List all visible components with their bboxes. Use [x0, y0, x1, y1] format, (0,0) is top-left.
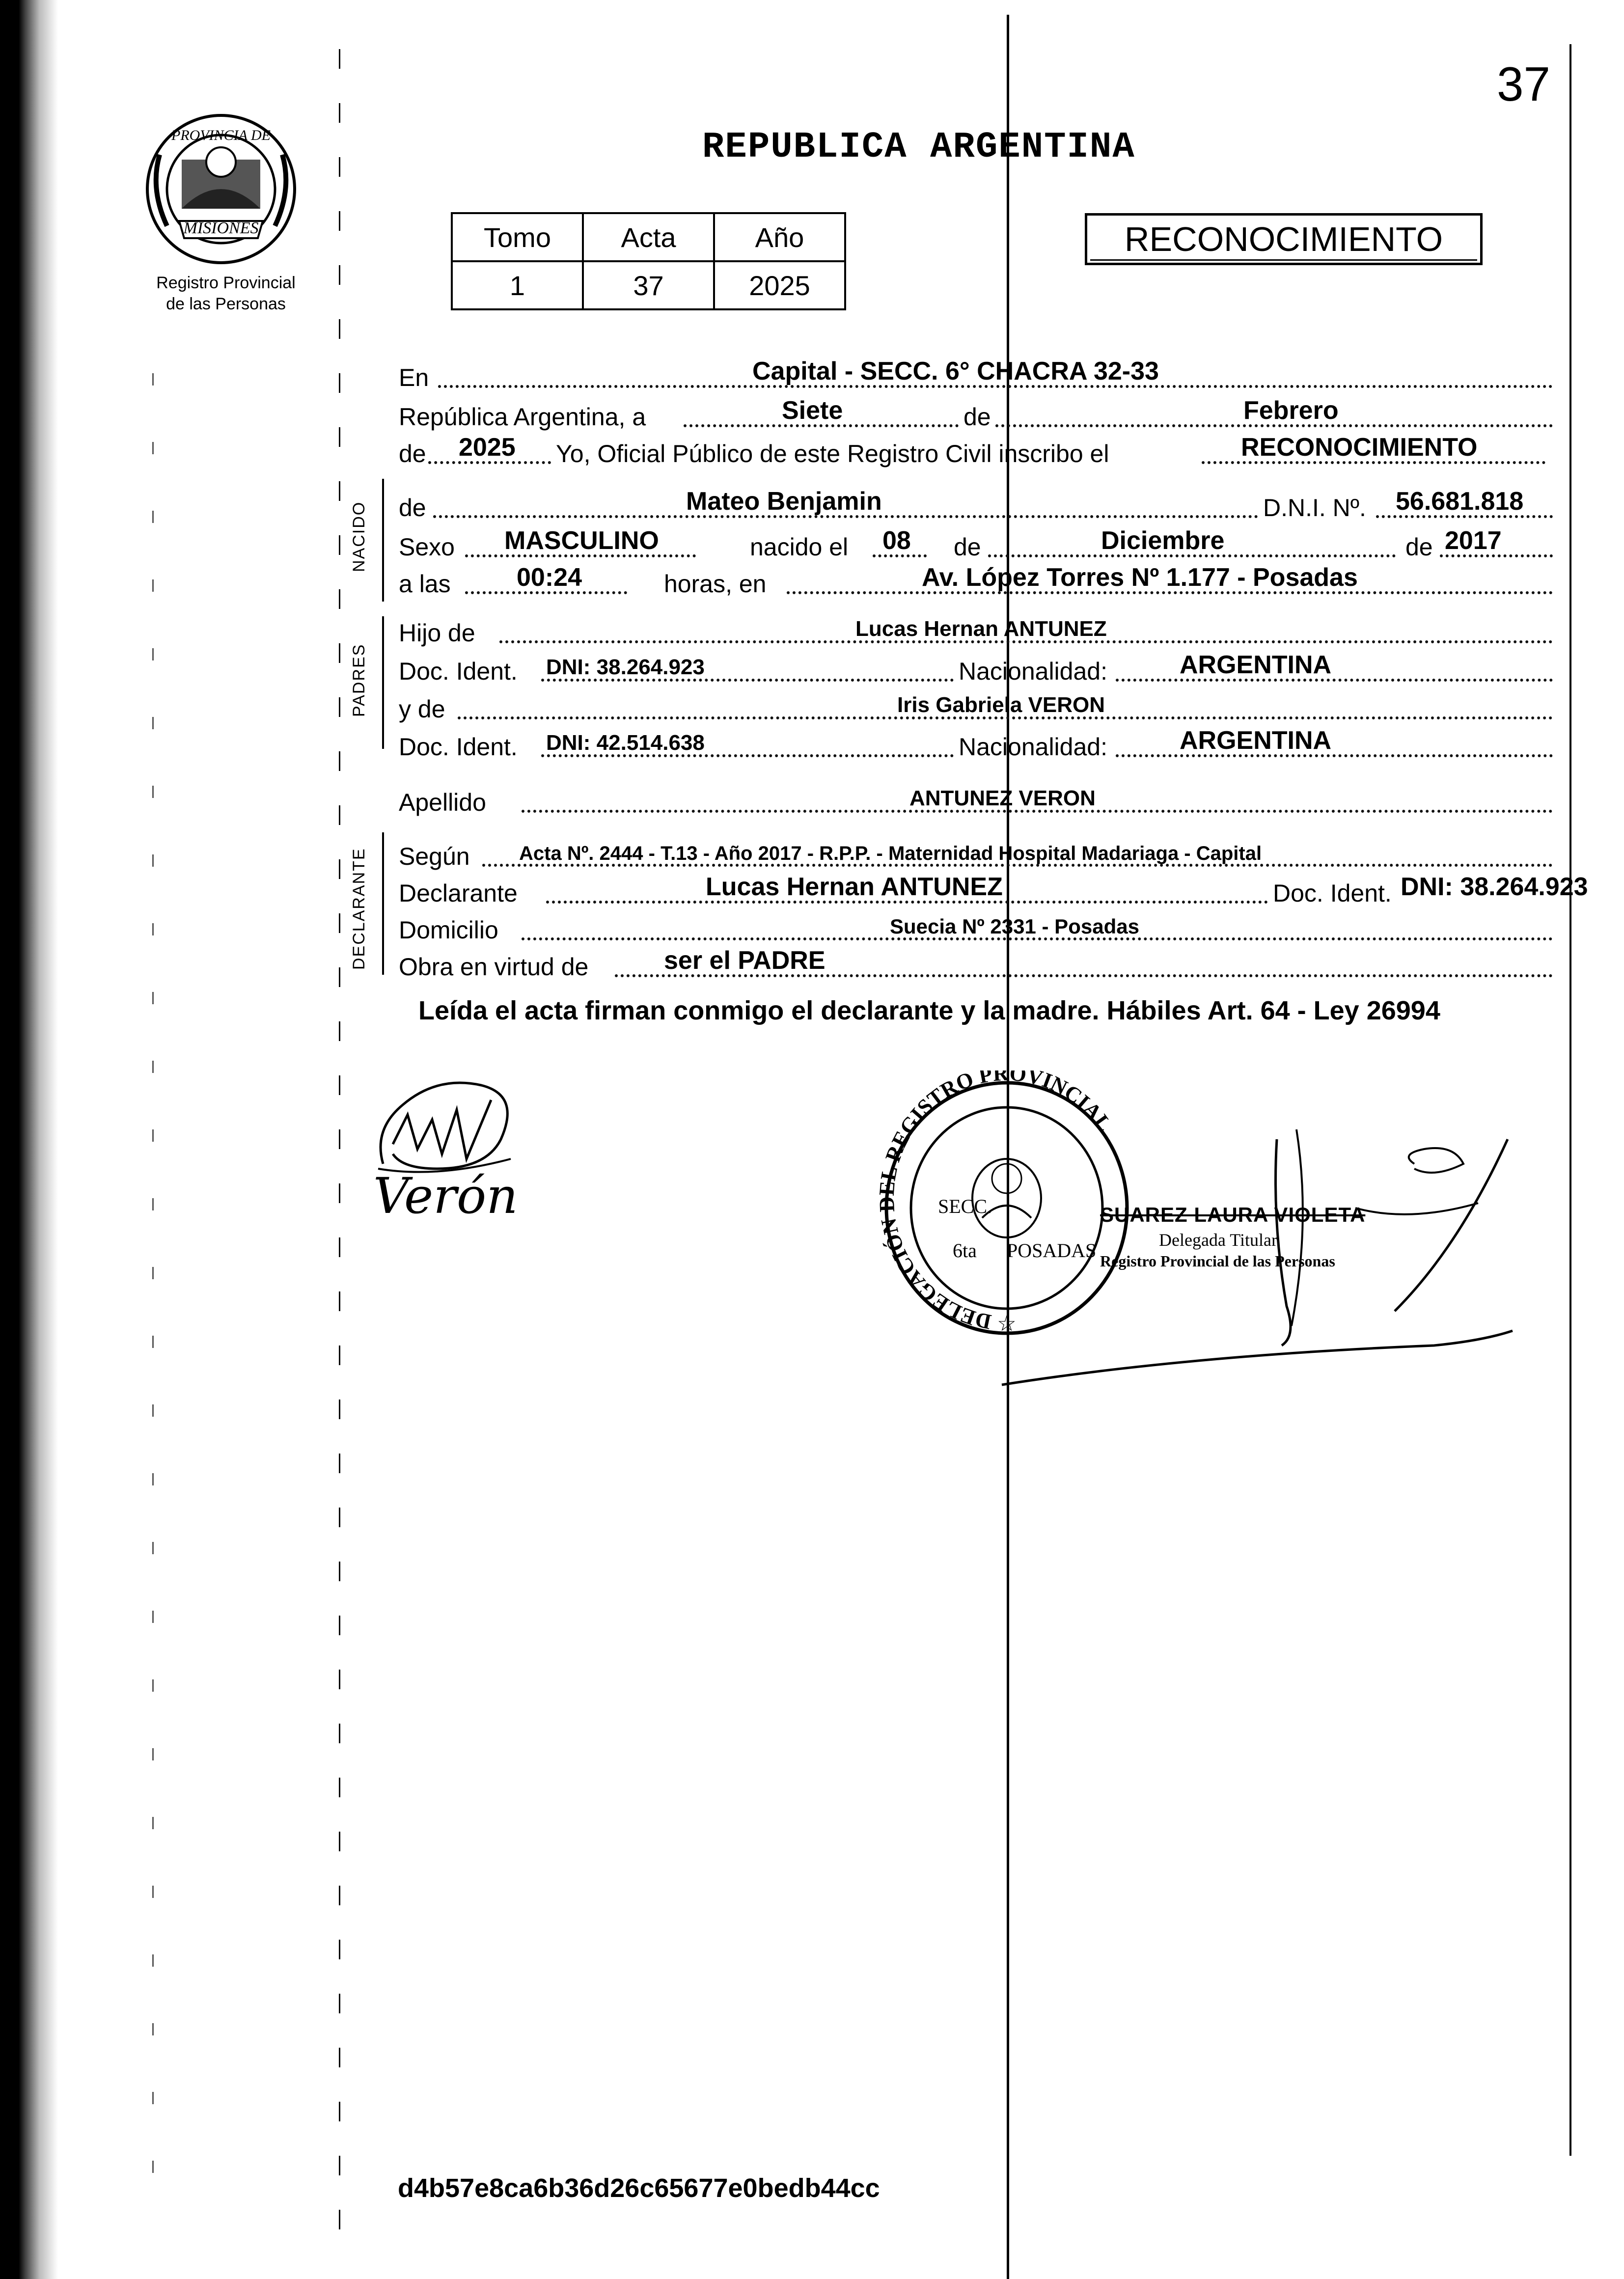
registry-caption-line1: Registro Provincial — [156, 274, 296, 292]
section-declarante: DECLARANTE — [350, 848, 368, 970]
mother-signature — [373, 1164, 540, 1233]
segun-value: Acta Nº. 2444 - T.13 - Año 2017 - R.P.P. - Maternidad Hospital Madariaga - Capital — [519, 843, 1262, 864]
republica-label: República Argentina, a — [399, 403, 646, 431]
en-label: En — [399, 364, 429, 391]
act-type-box: RECONOCIMIENTO — [1085, 213, 1483, 265]
country-title: REPUBLICA ARGENTINA — [702, 127, 1135, 168]
de2-label: de — [399, 440, 426, 467]
star-icon: ☆ — [997, 1312, 1017, 1336]
de5-label: de — [1405, 533, 1433, 561]
nac-label: Nacionalidad: — [959, 658, 1107, 685]
stamp-center-mid: 6ta — [953, 1239, 977, 1262]
row-domicilio — [399, 906, 1553, 945]
year-value: 2025 — [459, 433, 516, 462]
right-margin-line — [1569, 44, 1571, 2156]
month-value: Febrero — [1243, 396, 1339, 425]
registry-caption — [123, 273, 329, 315]
padres-bar — [382, 616, 384, 749]
domicilio-value: Suecia Nº 2331 - Posadas — [890, 915, 1139, 938]
registry-caption-line2: de las Personas — [166, 295, 286, 313]
birth-year: 2017 — [1445, 526, 1502, 555]
nac2-label: Nacionalidad: — [959, 733, 1107, 761]
stamp-ring-text: DELEGACIÓ REGISTRO PROVINCIAL — [880, 1071, 1117, 1334]
dni-value: 56.681.818 — [1396, 487, 1524, 516]
place-value: Av. López Torres Nº 1.177 - Posadas — [922, 563, 1358, 592]
page-number: 37 — [1496, 57, 1550, 111]
declarante-label: Declarante — [399, 879, 518, 907]
anio-header: Año — [714, 213, 845, 261]
section-padres: PADRES — [350, 643, 368, 717]
signature-text: Verón — [373, 1167, 518, 1225]
dni-label: D.N.I. Nº. — [1263, 494, 1366, 522]
acta-value: 37 — [583, 261, 714, 309]
row-hora-lugar — [399, 560, 1553, 599]
seal-top-text: PROVINCIA DE — [171, 127, 271, 143]
horas-label: horas, en — [664, 570, 767, 598]
official-signature — [992, 1100, 1547, 1395]
official-org: Registro Provincial de las Personas — [1100, 1252, 1335, 1270]
segun-label: Según — [399, 843, 470, 870]
row-padre — [399, 609, 1553, 648]
act-value: RECONOCIMIENTO — [1241, 433, 1478, 462]
doc3-label: Doc. Ident. — [1273, 879, 1392, 907]
row-nombre — [399, 484, 1553, 523]
nacido-label: nacido el — [750, 533, 849, 561]
left-inner-margin — [152, 373, 154, 2190]
tomo-header: Tomo — [452, 213, 583, 261]
obra-value: ser el PADRE — [664, 946, 826, 975]
closing-statement: Leída el acta firman conmigo el declarante y la madre. Hábiles Art. 64 - Ley 26994 — [418, 996, 1440, 1025]
sexo-value: MASCULINO — [504, 526, 659, 555]
row-segun — [399, 832, 1553, 872]
obra-label: Obra en virtud de — [399, 953, 589, 981]
row-en — [399, 354, 1553, 393]
row-obra — [399, 943, 1553, 982]
reference-table — [451, 212, 846, 310]
yde-label: y de — [399, 695, 445, 723]
row-fecha — [399, 393, 1553, 432]
father-value: Lucas Hernan ANTUNEZ — [855, 617, 1107, 641]
document-hash: d4b57e8ca6b36d26c65677e0bedb44cc — [398, 2173, 880, 2203]
name-value: Mateo Benjamin — [686, 487, 882, 516]
anio-value: 2025 — [714, 261, 845, 309]
birth-month: Diciembre — [1101, 526, 1225, 555]
day-value: Siete — [782, 396, 843, 425]
father-nat: ARGENTINA — [1180, 651, 1332, 679]
left-margin-line — [339, 49, 340, 2259]
row-padre-doc — [399, 647, 1553, 686]
father-doc: DNI: 38.264.923 — [546, 655, 705, 679]
de3-label: de — [399, 494, 426, 522]
stamp-center-top: SECC. — [938, 1195, 992, 1217]
province-seal — [140, 110, 302, 268]
official-name: SUAREZ LAURA VIOLETA — [1100, 1203, 1366, 1226]
domicilio-label: Domicilio — [399, 916, 498, 944]
sexo-label: Sexo — [399, 533, 455, 561]
section-nacido: NACIDO — [350, 501, 368, 572]
mother-doc: DNI: 42.514.638 — [546, 731, 705, 755]
scan-edge-shadow — [0, 0, 59, 2279]
row-declarante — [399, 869, 1588, 908]
declarante-bar — [382, 832, 384, 975]
official-title: Delegada Titular — [1159, 1230, 1277, 1250]
declarante-doc: DNI: 38.264.923 — [1401, 873, 1588, 901]
reference-header-row — [452, 213, 845, 261]
hijo-label: Hijo de — [399, 619, 475, 647]
oficial-text: Yo, Oficial Público de este Registro Civil inscribo el — [556, 440, 1109, 467]
row-inscripcion — [399, 430, 1553, 469]
row-madre — [399, 685, 1553, 724]
row-sexo — [399, 523, 1553, 562]
tomo-value: 1 — [452, 261, 583, 309]
a-las-label: a las — [399, 570, 451, 598]
row-madre-doc — [399, 723, 1553, 762]
mother-nat: ARGENTINA — [1180, 726, 1332, 755]
doc2-label: Doc. Ident. — [399, 733, 518, 761]
mother-value: Iris Gabriela VERON — [897, 693, 1105, 717]
birth-day: 08 — [882, 526, 911, 555]
time-value: 00:24 — [517, 563, 582, 592]
nacido-bar — [382, 479, 384, 602]
de-label: de — [963, 403, 991, 431]
row-apellido — [399, 778, 1553, 818]
reference-value-row — [452, 261, 845, 309]
de4-label: de — [954, 533, 981, 561]
apellido-label: Apellido — [399, 789, 486, 816]
en-value: Capital - SECC. 6° CHACRA 32-33 — [752, 357, 1159, 385]
acta-header: Acta — [583, 213, 714, 261]
doc-label: Doc. Ident. — [399, 658, 518, 685]
stamp-center-bottom: POSADAS — [1007, 1239, 1097, 1262]
seal-bottom-text: MISIONES — [183, 219, 259, 237]
apellido-value: ANTUNEZ VERON — [909, 786, 1096, 810]
declarante-value: Lucas Hernan ANTUNEZ — [706, 873, 1003, 901]
